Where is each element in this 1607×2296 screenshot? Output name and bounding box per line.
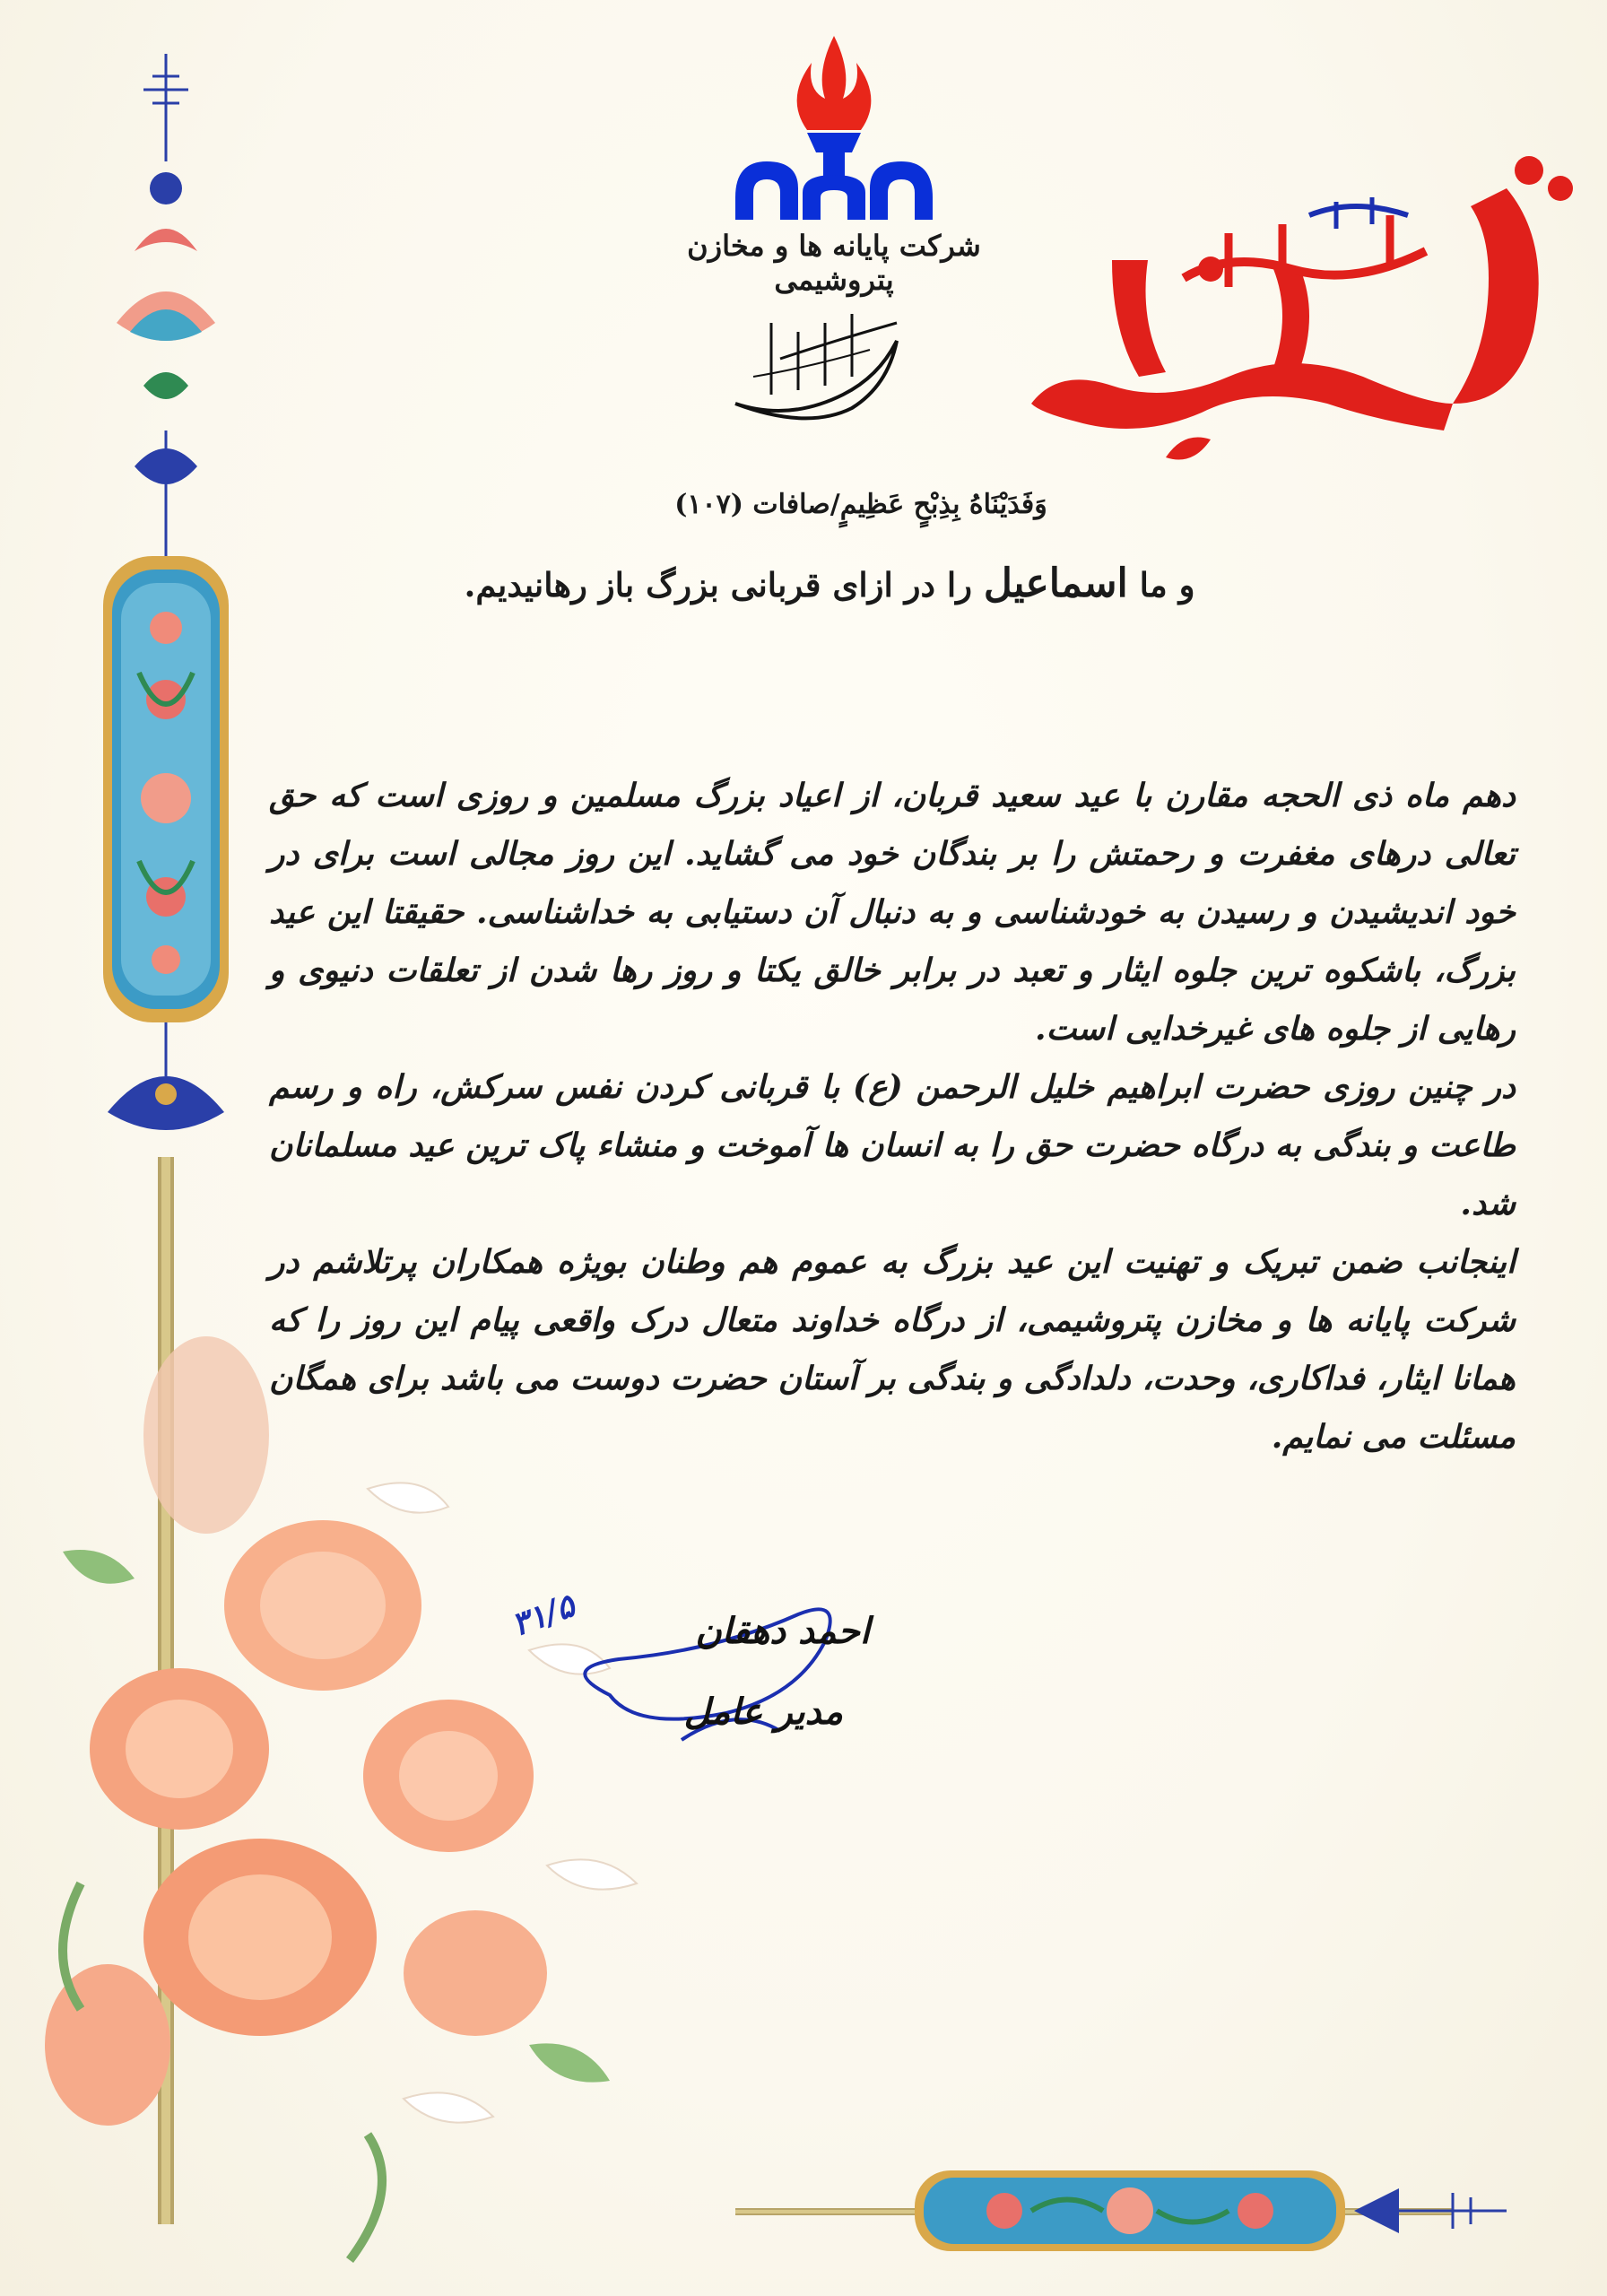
signer-title: مدیر عامل: [683, 1691, 843, 1733]
translation-name: اسماعیل: [983, 561, 1128, 606]
body-paragraph-3: اینجانب ضمن تبریک و تهنیت این عید بزرگ به عموم هم وطنان بویژه همکاران پرتلاشم در شرکت پایانه ها و مخازن پتروشیمی، از درگاه خداوند متعال درک واقعی پیام این روز را که همانا ایثار، فداکاری، وحدت، دلدادگی و بندگی بر آستان حضرت دوست می باشد برای همگان مسئلت می نمایم.: [269, 1243, 1516, 1456]
verse-translation: [377, 561, 1282, 606]
basmala-calligraphy: [717, 287, 933, 430]
signature-date: ۳۱/۵: [506, 1587, 580, 1644]
nioc-flame-logo-icon: [717, 27, 951, 233]
company-name: شرکت پایانه ها و مخازن پتروشیمی: [687, 229, 981, 297]
bottom-ornament-border: [735, 2161, 1507, 2260]
body-paragraph-2: در چنین روزی حضرت ابراهیم خلیل الرحمن (ع) با قربانی کردن نفس سرکش، راه و رسم طاعت و بندگی به درگاه حضرت حق را به انسان ها آموخت و منشاء پاک ترین عید مسلمانان شد.: [269, 1068, 1516, 1222]
signer-name: احمد دهقان: [695, 1610, 870, 1652]
body-paragraph-1: دهم ماه ذی الحجه مقارن با عید سعید قربان، از اعیاد بزرگ مسلمین و روزی است که حق تعالی درهای مغفرت و رحمتش را بر بندگان خود می گشاید. این روز مجالی است برای در خود اندیشیدن و رسیدن به خودشناسی و به دنبال آن دستیابی به خداشناسی. حقیقتا این عید بزرگ، باشکوه ترین جلوه ایثار و تعبد در برابر خالق یکتا و روز رها شدن از تعلقات دنیوی و رهایی از جلوه های غیرخدایی است.: [269, 777, 1516, 1048]
quran-verse: وَفَدَيْنَاهُ بِذِبْحٍ عَظِيمٍ/صافات (۱۰۷): [674, 489, 1047, 520]
message-body: [269, 767, 1516, 1466]
translation-after: را در ازای قربانی بزرگ باز رهانیدیم.: [464, 565, 973, 604]
eid-saeed-calligraphy: [1157, 197, 1462, 323]
translation-before: و ما: [1139, 565, 1195, 604]
flower-bouquet-image: [27, 1327, 673, 2278]
signature-block: [502, 1561, 879, 1776]
